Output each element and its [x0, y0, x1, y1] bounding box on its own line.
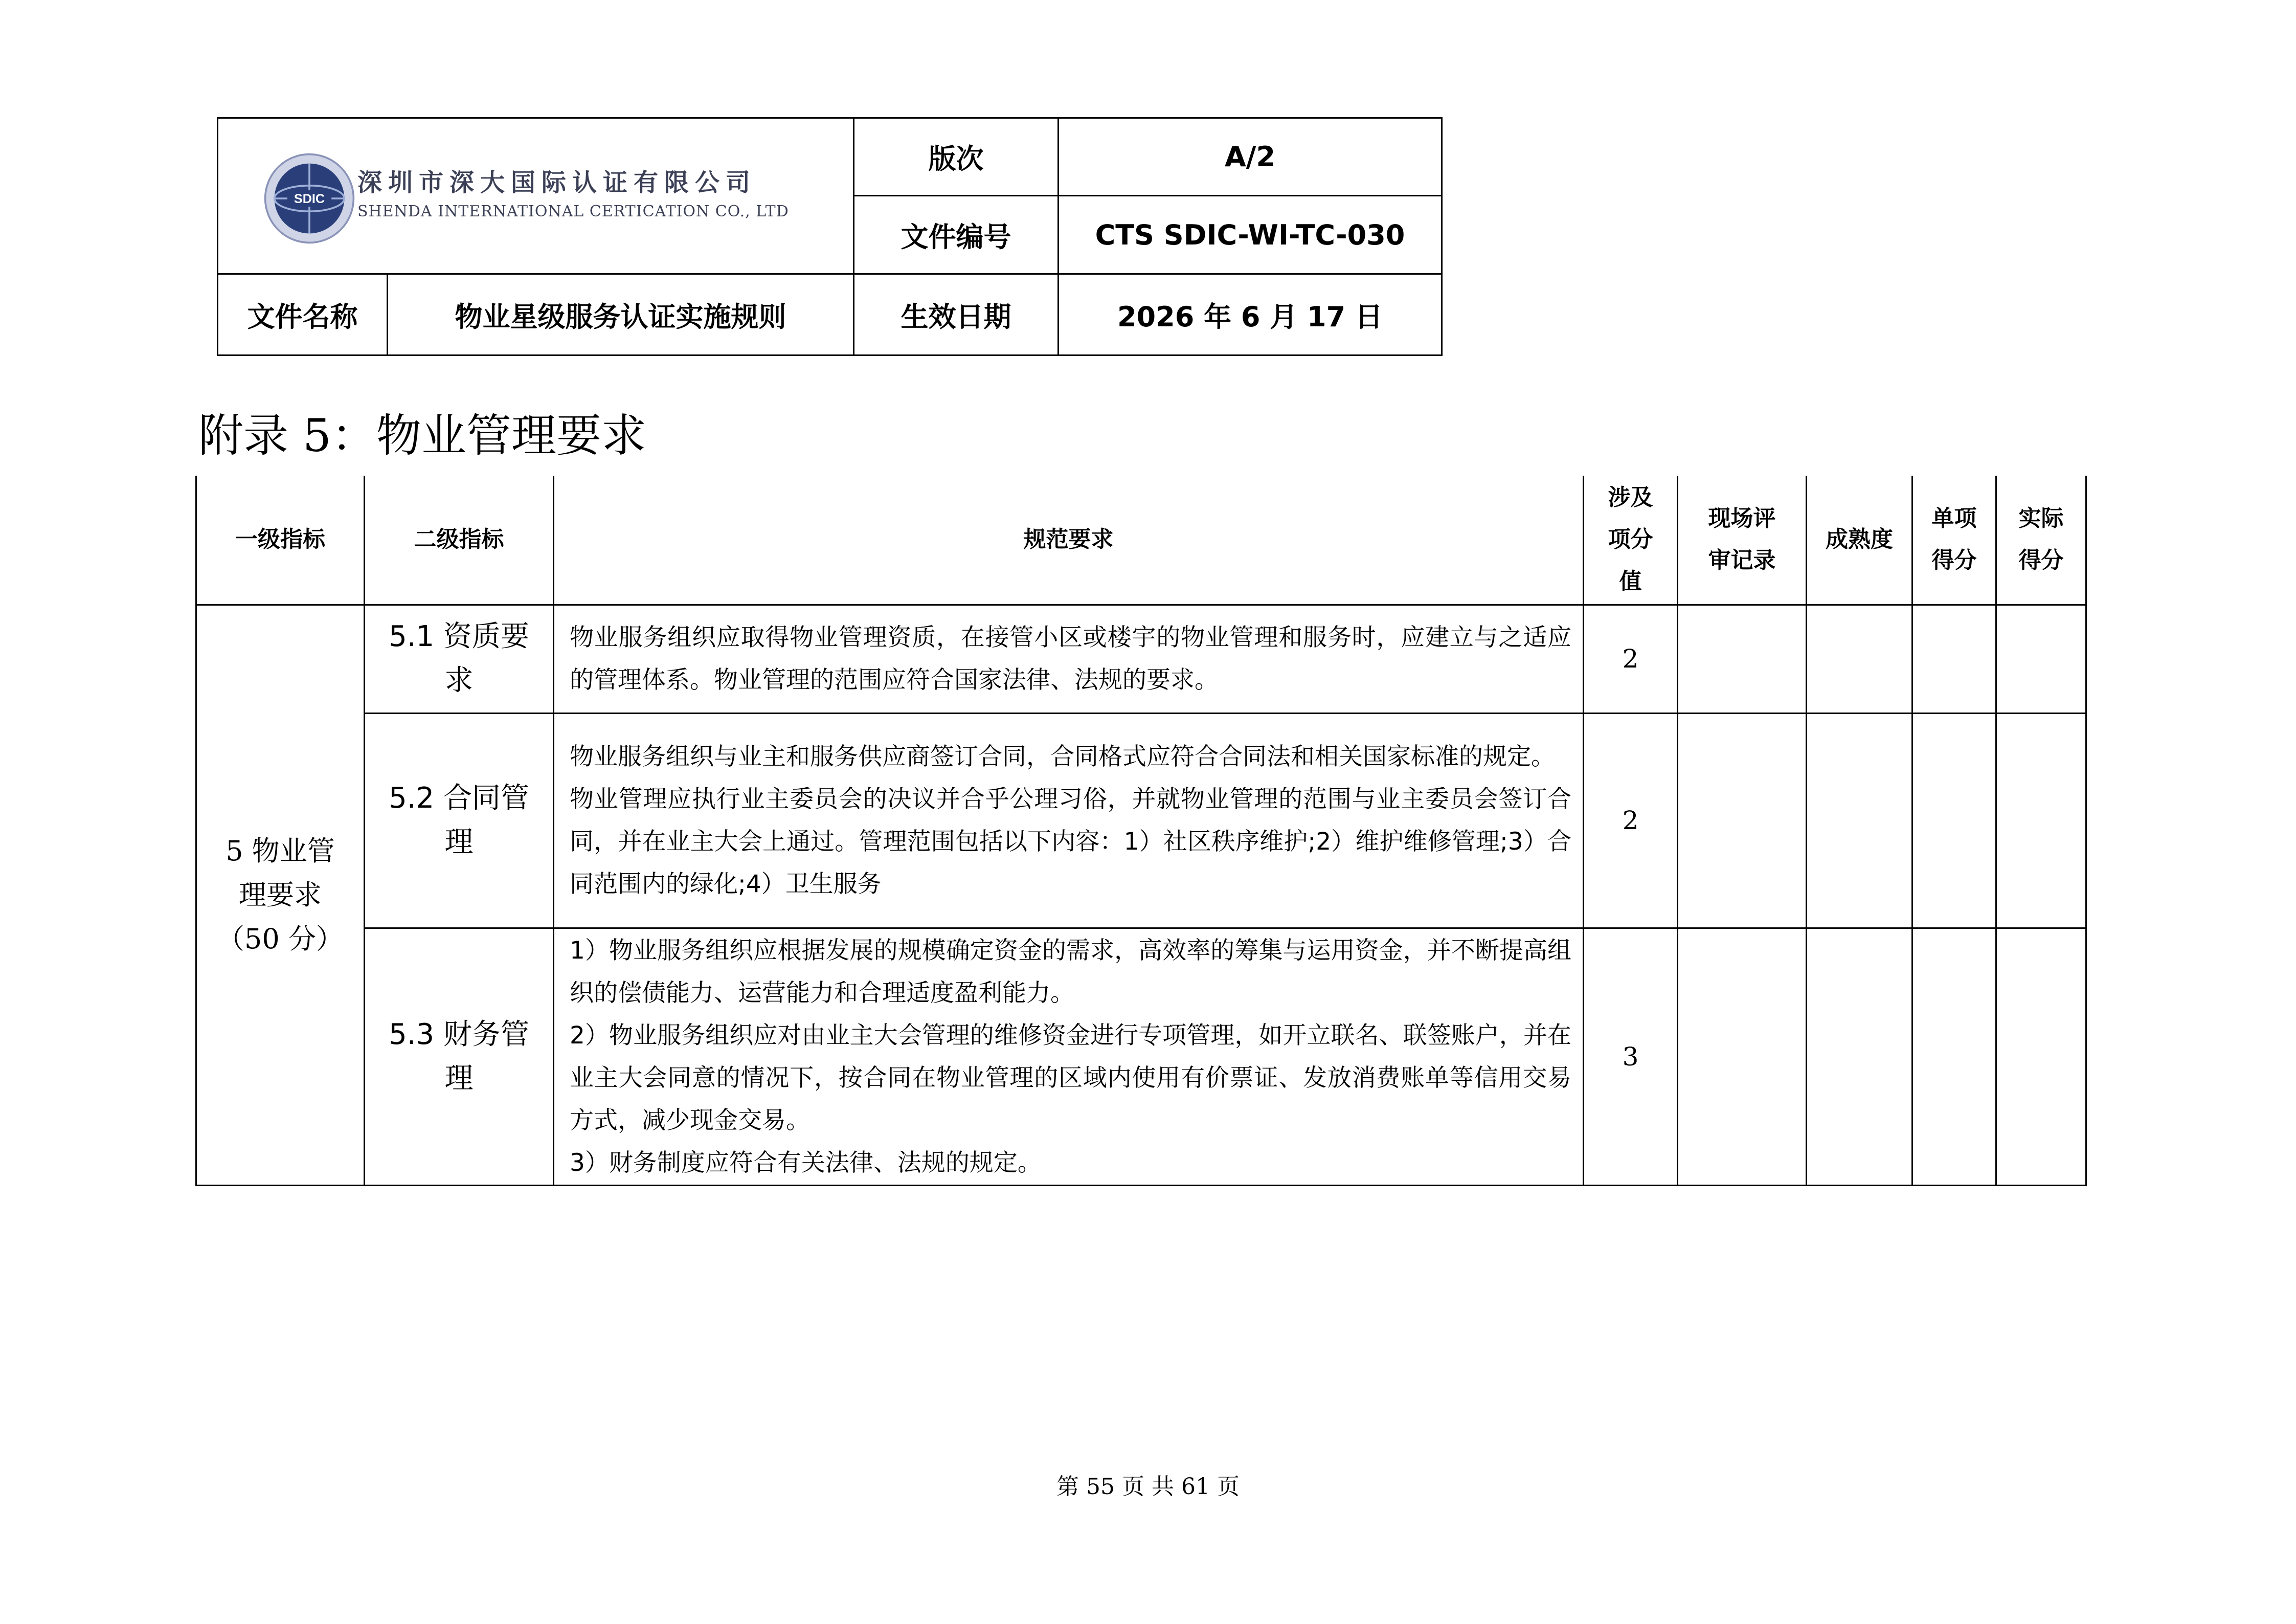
header-points: 涉及 项分 值 [1584, 476, 1678, 605]
item-score-cell[interactable] [1912, 713, 1996, 928]
level1-indicator: 5 物业管 理要求 （50 分） [196, 605, 365, 1185]
record-cell[interactable] [1678, 928, 1807, 1185]
section-title: 附录 5：物业管理要求 [198, 409, 646, 462]
points-value: 2 [1584, 605, 1678, 713]
svg-text:SDIC: SDIC [294, 192, 325, 206]
actual-score-cell[interactable] [1996, 928, 2086, 1185]
item-score-cell[interactable] [1912, 605, 1996, 713]
level2-indicator: 5.3 财务管 理 [365, 928, 554, 1185]
table-row [196, 605, 2086, 713]
document-header-table [217, 117, 1443, 356]
effective-date-label: 生效日期 [854, 274, 1059, 355]
item-score-cell[interactable] [1912, 928, 1996, 1185]
header-level1: 一级指标 [196, 476, 365, 605]
doc-number-label: 文件编号 [854, 196, 1059, 274]
table-header-row [196, 476, 2086, 605]
company-logo-cell [218, 118, 854, 274]
requirement-text: 1）物业服务组织应根据发展的规模确定资金的需求，高效率的筹集与运用资金，并不断提高组织的偿债能力、运营能力和合理适度盈利能力。 2）物业服务组织应对由业主大会管理的维修资金进行专项管理，如开立联名、联签账户，并在业主大会同意的情况下，按合同在物业管理的区域内使用有价票证、发放消费账单等信用交易方式，减少现金交易。 3）财务制度应符合有关法律、法规的规定。 [554, 928, 1584, 1185]
table-row [196, 928, 2086, 1185]
doc-name-label: 文件名称 [218, 274, 388, 355]
table-row [196, 713, 2086, 928]
maturity-cell[interactable] [1807, 605, 1912, 713]
company-name-cn: 深圳市深大国际认证有限公司 [357, 168, 757, 197]
effective-date-value: 2026 年 6 月 17 日 [1059, 274, 1442, 355]
page-number-footer: 第 55 页 共 61 页 [1056, 1474, 1240, 1500]
version-label: 版次 [854, 118, 1059, 196]
maturity-cell[interactable] [1807, 928, 1912, 1185]
header-actual-score: 实际 得分 [1996, 476, 2086, 605]
doc-name-value: 物业星级服务认证实施规则 [388, 274, 854, 355]
header-requirement: 规范要求 [554, 476, 1584, 605]
property-management-requirements-table [195, 476, 2087, 1186]
header-item-score: 单项 得分 [1912, 476, 1996, 605]
points-value: 2 [1584, 713, 1678, 928]
actual-score-cell[interactable] [1996, 713, 2086, 928]
version-value: A/2 [1059, 118, 1442, 196]
header-maturity: 成熟度 [1807, 476, 1912, 605]
header-level2: 二级指标 [365, 476, 554, 605]
record-cell[interactable] [1678, 605, 1807, 713]
requirement-text: 物业服务组织应取得物业管理资质，在接管小区或楼宇的物业管理和服务时，应建立与之适应的管理体系。物业管理的范围应符合国家法律、法规的要求。 [554, 605, 1584, 713]
level2-indicator: 5.2 合同管 理 [365, 713, 554, 928]
record-cell[interactable] [1678, 713, 1807, 928]
maturity-cell[interactable] [1807, 713, 1912, 928]
header-record: 现场评 审记录 [1678, 476, 1807, 605]
points-value: 3 [1584, 928, 1678, 1185]
level2-indicator: 5.1 资质要 求 [365, 605, 554, 713]
requirement-text: 物业服务组织与业主和服务供应商签订合同，合同格式应符合合同法和相关国家标准的规定。 物业管理应执行业主委员会的决议并合乎公理习俗，并就物业管理的范围与业主委员会签订合同，并在业主大会上通过。管理范围包括以下内容：1）社区秩序维护;2）维护维修管理;3）合同范围内的绿化;4）卫生服务 [554, 713, 1584, 928]
actual-score-cell[interactable] [1996, 605, 2086, 713]
company-name-en: SHENDA INTERNATIONAL CERTICATION CO., LTD [357, 203, 789, 220]
company-seal-logo [263, 152, 355, 244]
doc-number-value: CTS SDIC-WI-TC-030 [1059, 196, 1442, 274]
